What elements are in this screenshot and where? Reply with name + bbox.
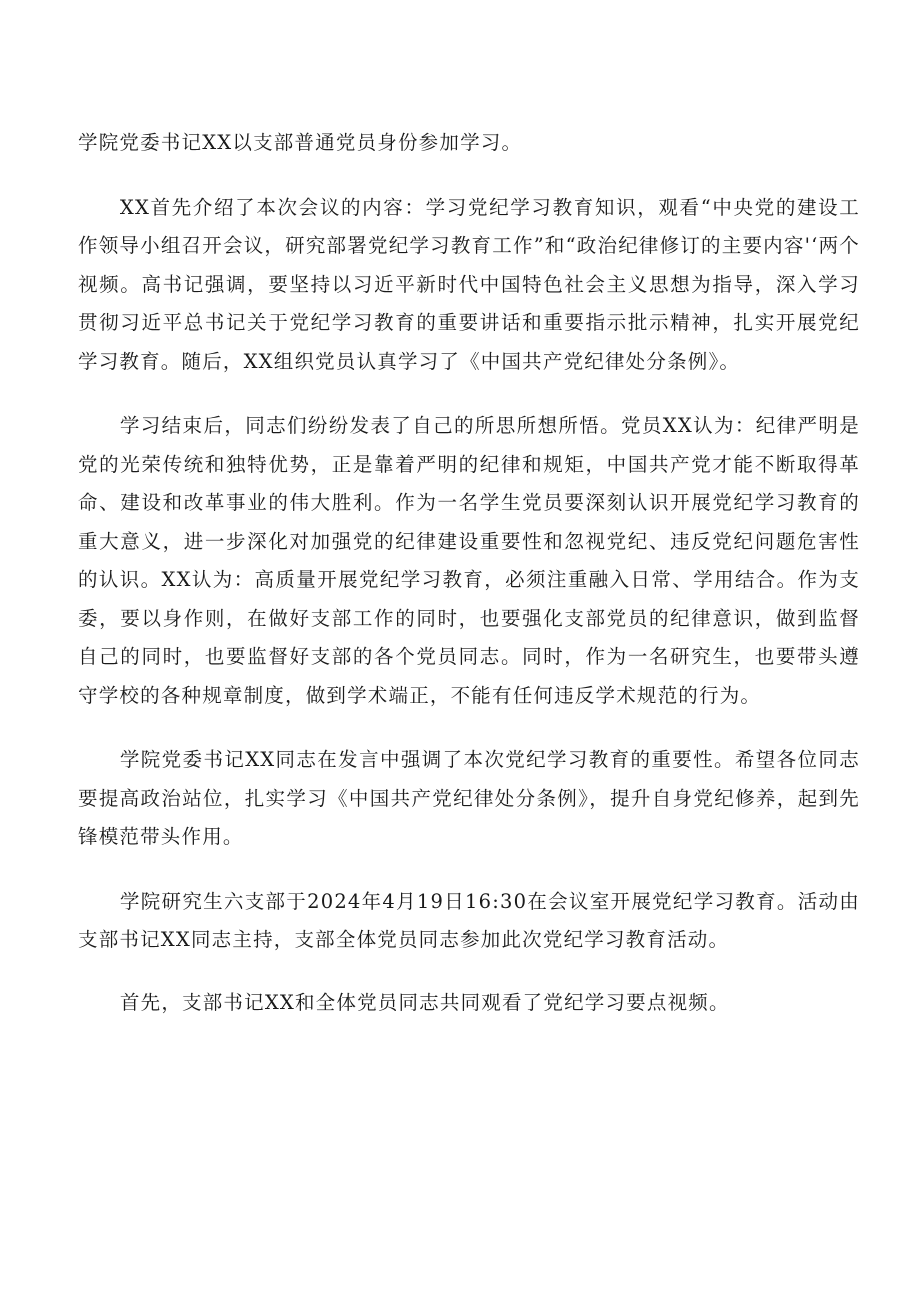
paragraph-discussion: 学习结束后，同志们纷纷发表了自己的所思所想所悟。党员XX认为：纪律严明是党的光荣传统和独特优势，正是靠着严明的纪律和规矩，中国共产党才能不断取得革命、建设和改革事业的伟大胜利。作为一名学生党员要深刻认识开展党纪学习教育的重大意义，进一步深化对加强党的纪律建设重要性和忽视党纪、违反党纪问题危害性的认识。XX认为：高质量开展党纪学习教育，必须注重融入日常、学用结合。作为支委，要以身作则，在做好支部工作的同时，也要强化支部党员的纪律意识，做到监督自己的同时，也要监督好支部的各个党员同志。同时，作为一名研究生，也要带头遵守学校的各种规章制度，做到学术端正，不能有任何违反学术规范的行为。 xyxy=(78,414,860,707)
paragraph-gap xyxy=(78,163,860,189)
paragraph-gap xyxy=(78,960,860,984)
paragraph-gap xyxy=(78,857,860,883)
paragraph-meeting-content: XX首先介绍了本次会议的内容：学习党纪学习教育知识，观看“中央党的建设工作领导小组召开会议，研究部署党纪学习教育工作”和“政治纪律修订的主要内容'‘两个视频。高书记强调，要坚持以习近平新时代中国特色社会主义思想为指导，深入学习贯彻习近平总书记关于党纪学习教育的重要讲话和重要指示批示精神，扎实开展党纪学习教育。随后，XX组织党员认真学习了《中国共产党纪律处分条例》。 xyxy=(78,195,860,373)
paragraph-continuation: 学院党委书记XX以支部普通党员身份参加学习。 xyxy=(78,131,523,154)
document-page xyxy=(78,124,860,1022)
paragraph-video-viewing: 首先，支部书记XX和全体党员同志共同观看了党纪学习要点视频。 xyxy=(119,990,730,1014)
paragraph-secretary-speech: 学院党委书记XX同志在发言中强调了本次党纪学习教育的重要性。希望各位同志要提高政治站位，扎实学习《中国共产党纪律处分条例》，提升自身党纪修养，起到先锋模范带头作用。 xyxy=(78,748,860,848)
paragraph-branch-activity: 学院研究生六支部于2024年4月19日16:30在会议室开展党纪学习教育。活动由支部书记XX同志主持，支部全体党员同志参加此次党纪学习教育活动。 xyxy=(78,889,860,951)
paragraph-gap xyxy=(78,381,860,407)
paragraph-gap xyxy=(78,715,860,741)
